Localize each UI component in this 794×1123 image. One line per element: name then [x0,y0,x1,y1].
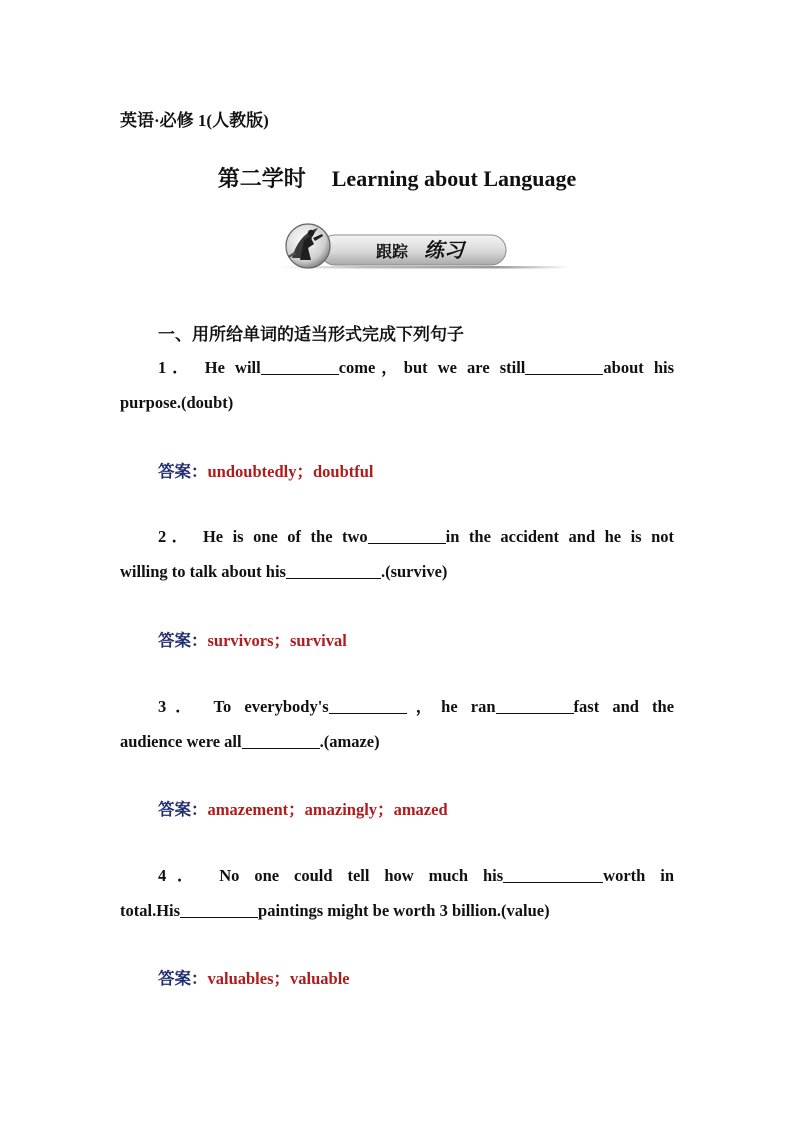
question-1: 1． He will come，but we are still about his purpose.(doubt) [120,358,675,412]
question-2: 2． He is one of the two in the accident and he is not willing to talk about his .(survive) [120,527,674,581]
lesson-title-chinese: 第二学时 [217,166,306,191]
answer-blank [525,357,603,375]
banner-text-part1: 跟踪 [376,244,409,261]
answer-blank [329,696,407,714]
answer-2: 答案：survivors；survival [158,631,347,650]
answer-blank [368,526,446,544]
answer-blank [503,865,603,883]
banner-pill [320,235,506,265]
answer-blank [496,696,574,714]
banner-text-part2: 练习 [424,240,464,262]
practice-banner-graphic [278,222,570,274]
question-number: 1． [158,358,195,377]
answer-blank [180,900,258,918]
question-number: 2． [158,527,194,546]
practice-banner [278,222,570,274]
section-heading: 一、用所给单词的适当形式完成下列句子 [158,325,464,344]
answer-3: 答案：amazement；amazingly；amazed [158,800,448,819]
answer-4: 答案：valuables；valuable [158,969,350,988]
answer-blank [286,561,381,579]
banner-rule [278,266,570,269]
question-4: 4． No one could tell how much his worth in total.His paintings might be worth 3 billion.(value) [120,866,674,920]
answer-blank [261,357,339,375]
lesson-title [0,162,794,193]
question-number: 3． [158,697,201,716]
question-number: 4． [158,866,205,885]
question-3: 3． To everybody's ，he ran fast and the audience were all .(amaze) [120,697,675,751]
answer-blank [242,731,320,749]
lesson-title-english: Learning about Language [331,166,577,191]
answer-1: 答案：undoubtedly；doubtful [158,462,374,481]
document-header: 英语·必修 1(人教版) [120,111,269,130]
